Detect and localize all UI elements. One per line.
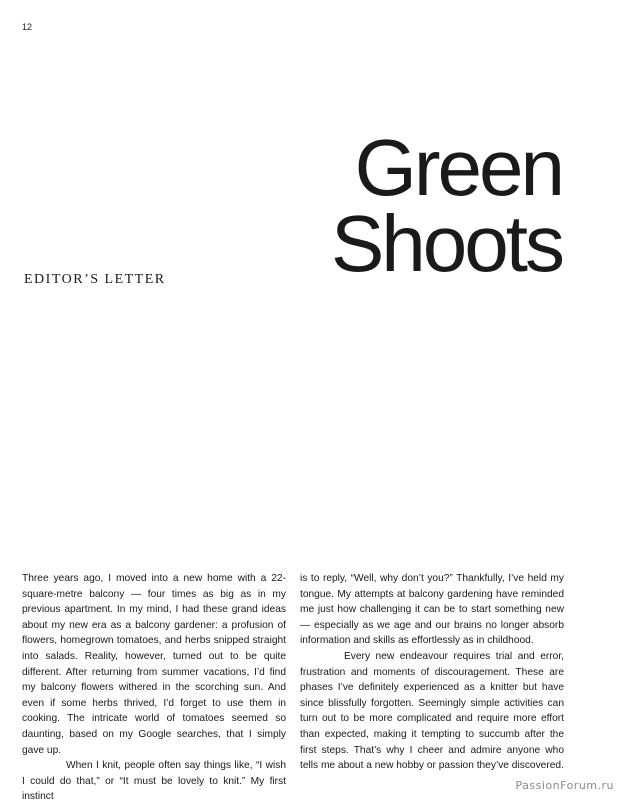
page-title xyxy=(330,123,562,288)
article-column-left xyxy=(22,571,286,805)
watermark: PassionForum.ru xyxy=(515,779,614,792)
paragraph: is to reply, “Well, why don’t you?” Thankfully, I’ve held my tongue. My attempts at balcony gardening have reminded me just how challenging it can be to start something new — especially as we age and our brains no longer absorb information and skills as effortlessly as in childhood. xyxy=(300,573,564,647)
article-body xyxy=(22,571,564,805)
paragraph: Three years ago, I moved into a new home with a 22-square-metre balcony — four times as big as in my previous apartment. In my mind, I had these grand ideas about my new era as a balcony gardener: a profusion of flowers, homegrown tomatoes, and herbs snipped straight into salads. Reality, however, turned out to be quite different. After returning from summer vacations, I’d find my balcony flowers withered in the scorching sun. And even if some herbs thrived, I’d forget to use them in cooking. The intricate world of tomatoes seemed so daunting, based on my Google searches, that I simply gave up. xyxy=(22,573,286,756)
section-label: EDITOR’S LETTER xyxy=(24,272,166,287)
paragraph: Every new endeavour requires trial and error, frustration and moments of discouragement. These are phases I’ve definitely experienced as a knitter but have since blissfully forgotten. Seemingly simple activities can turn out to be more complicated and require more effort than expected, making it tempting to succumb after the first steps. That’s why I cheer and admire anyone who tells me about a new hobby or passion they’ve discovered. xyxy=(300,650,564,772)
page-number: 12 xyxy=(22,22,33,32)
article-column-right xyxy=(300,571,564,805)
title-line-green: Green xyxy=(354,123,562,212)
paragraph: When I knit, people often say things like, “I wish I could do that,” or “It must be lovely to knit.” My first instinct xyxy=(22,760,286,803)
title-line-shoots: Shoots xyxy=(330,199,562,288)
